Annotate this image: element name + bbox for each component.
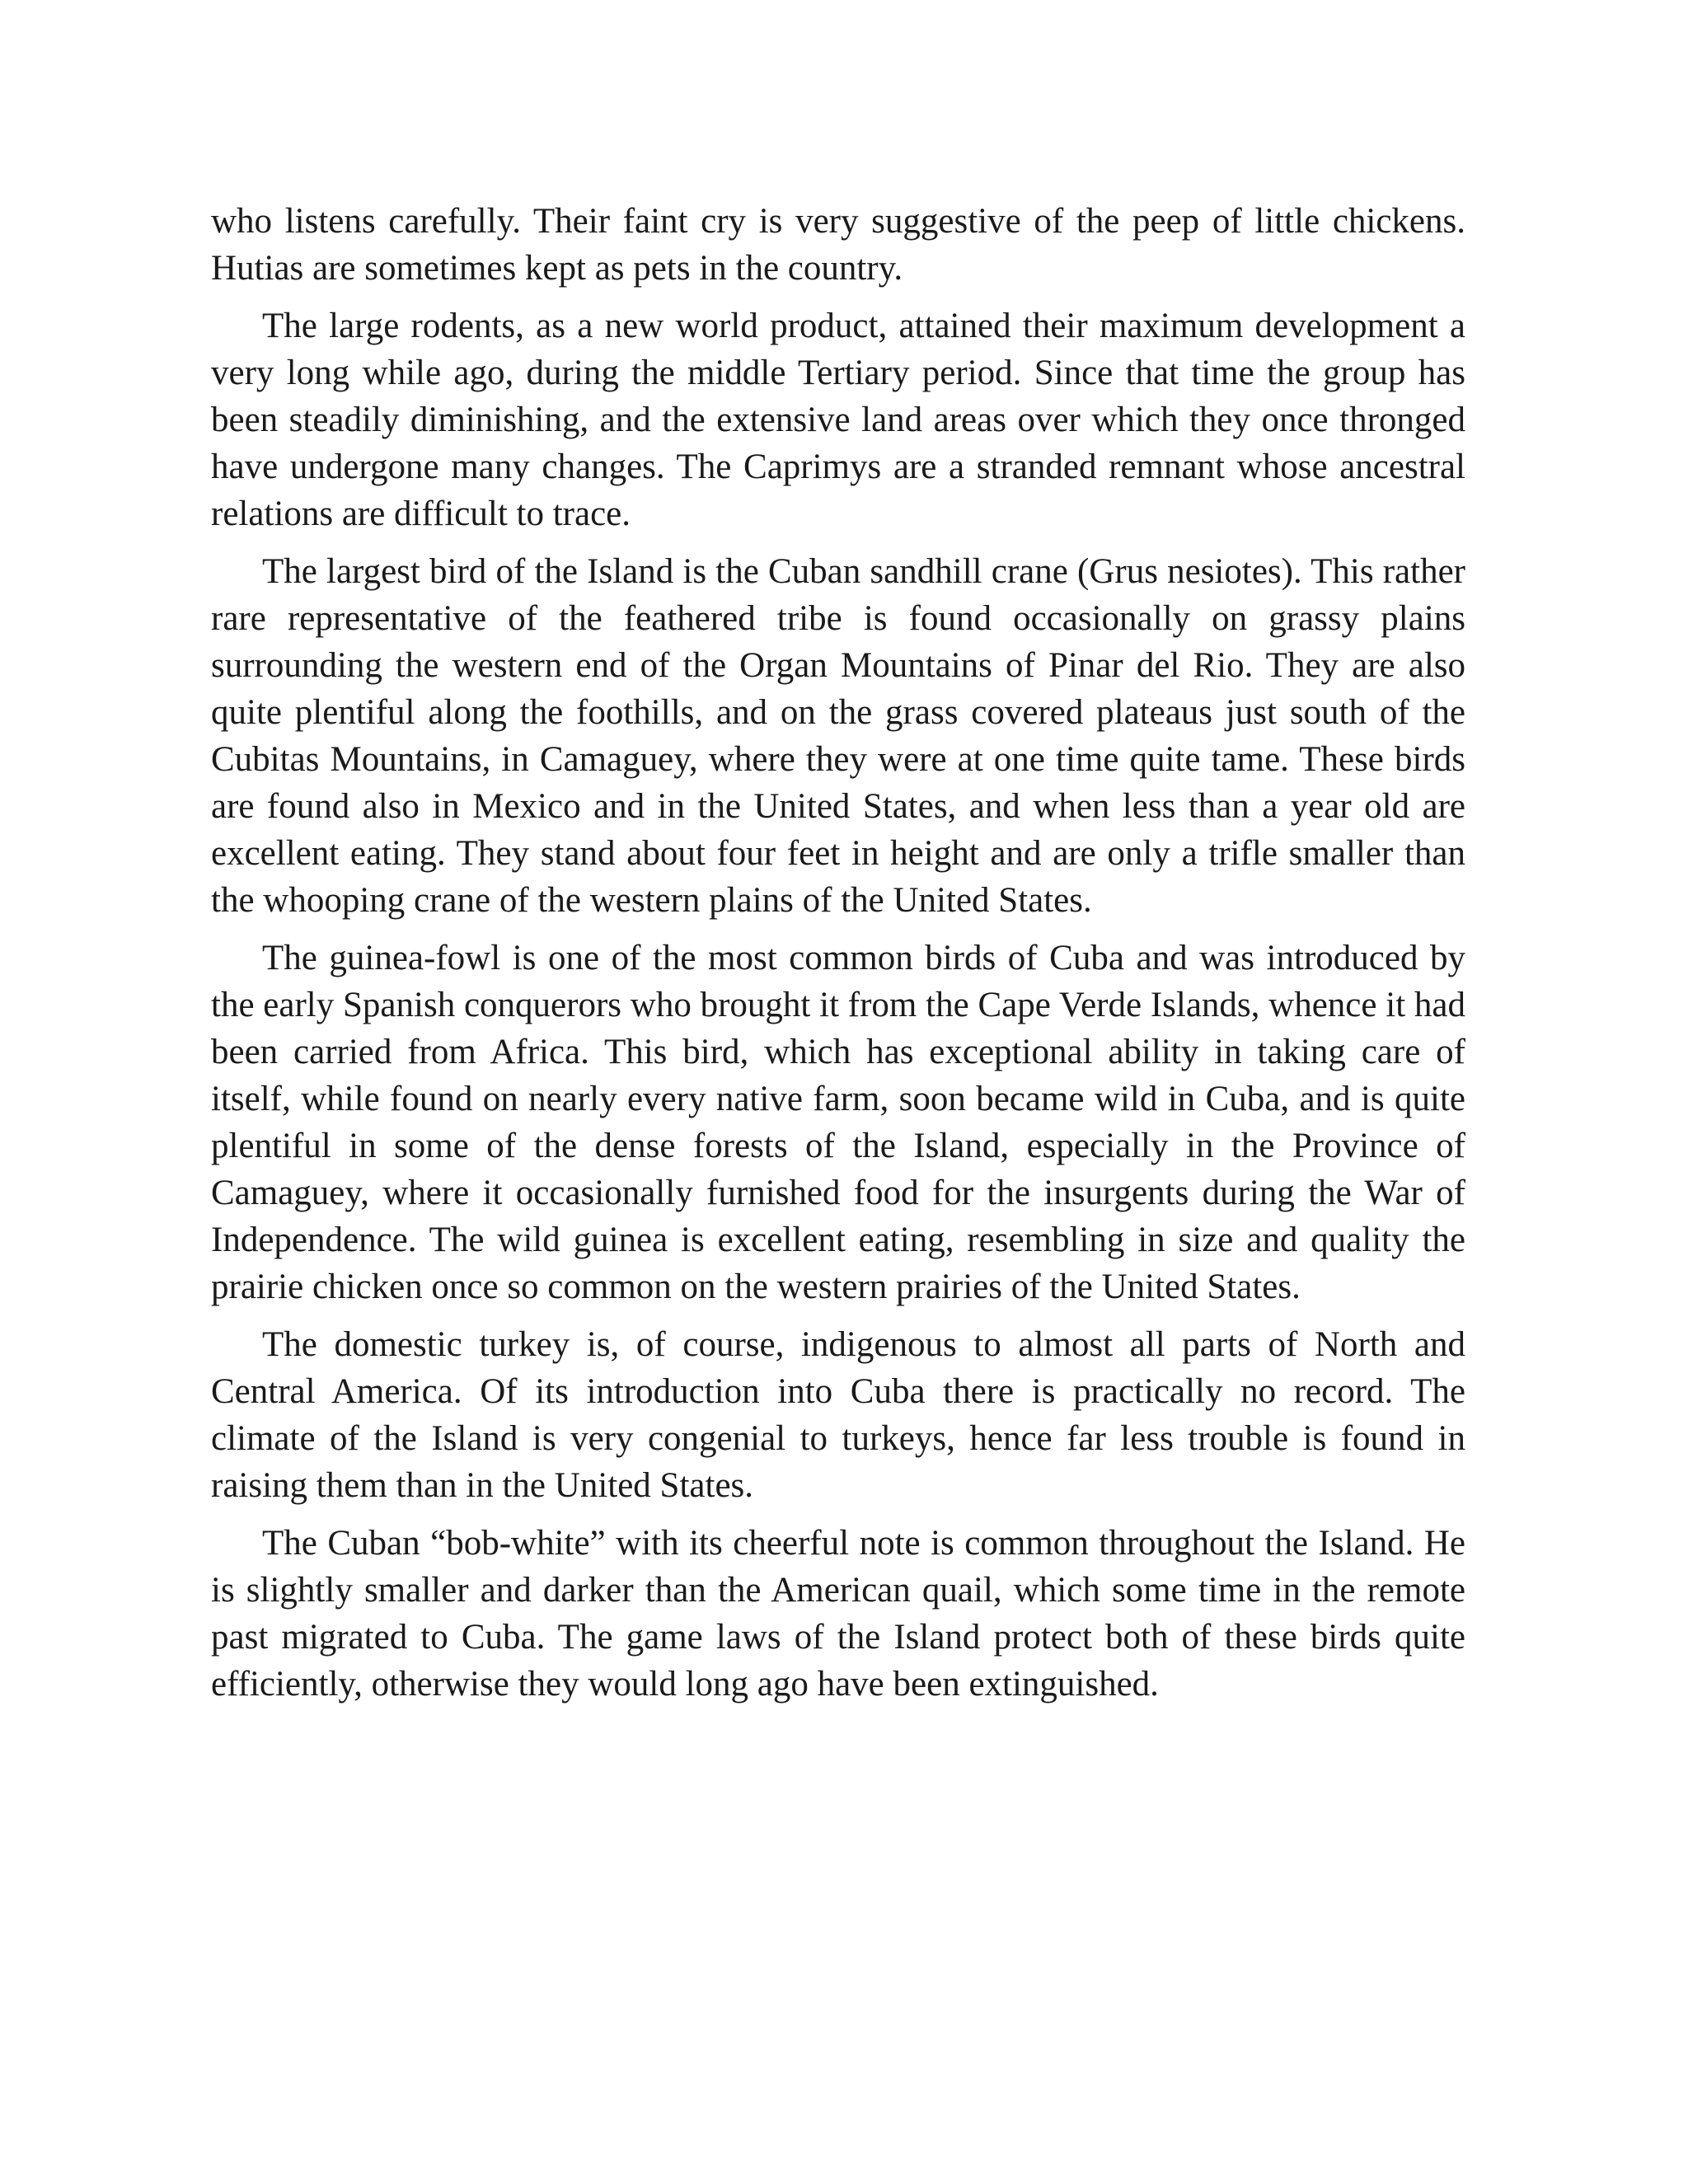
paragraph-bob-white: The Cuban “bob-white” with its cheerful note is common throughout the Island. He is slightly smaller and darker than the American quail, which some time in the remote past migrated to Cuba. The game laws of the Island protect both of these birds quite efficiently, otherwise they would long ago have been extinguished. xyxy=(211,1524,1465,1704)
paragraph-continued: who listens carefully. Their faint cry is very suggestive of the peep of little chickens. Hutias are sometimes kept as pets in the country. xyxy=(211,202,1465,288)
paragraph-guinea-fowl: The guinea-fowl is one of the most common birds of Cuba and was introduced by the early Spanish conquerors who brought it from the Cape Verde Islands, whence it had been carried from Africa. This bird, which has exceptional ability in taking care of itself, while found on nearly every native farm, soon became wild in Cuba, and is quite plentiful in some of the dense forests of the Island, especially in the Province of Camaguey, where it occasionally furnished food for the insurgents during the War of Independence. The wild guinea is excellent eating, resembling in size and quality the prairie chicken once so common on the western prairies of the United States. xyxy=(211,939,1465,1306)
paragraph-sandhill-crane: The largest bird of the Island is the Cuban sandhill crane (Grus nesiotes). This rather rare representative of the feathered tribe is found occasionally on grassy plains surrounding the western end of the Organ Mountains of Pinar del Rio. They are also quite plentiful along the foothills, and on the grass covered plateaus just south of the Cubitas Mountains, in Camaguey, where they were at one time quite tame. These birds are found also in Mexico and in the United States, and when less than a year old are excellent eating. They stand about four feet in height and are only a trifle smaller than the whooping crane of the western plains of the United States. xyxy=(211,552,1465,920)
paragraph-large-rodents: The large rodents, as a new world product, attained their maximum development a very long while ago, during the middle Tertiary period. Since that time the group has been steadily diminishing, and the extensive land areas over which they once thronged have undergone many changes. The Caprimys are a stranded remnant whose ancestral relations are difficult to trace. xyxy=(211,307,1465,533)
body-text xyxy=(211,198,1465,1718)
paragraph-domestic-turkey: The domestic turkey is, of course, indigenous to almost all parts of North and Central America. Of its introduction into Cuba there is practically no record. The climate of the Island is very congenial to turkeys, hence far less trouble is found in raising them than in the United States. xyxy=(211,1325,1465,1505)
